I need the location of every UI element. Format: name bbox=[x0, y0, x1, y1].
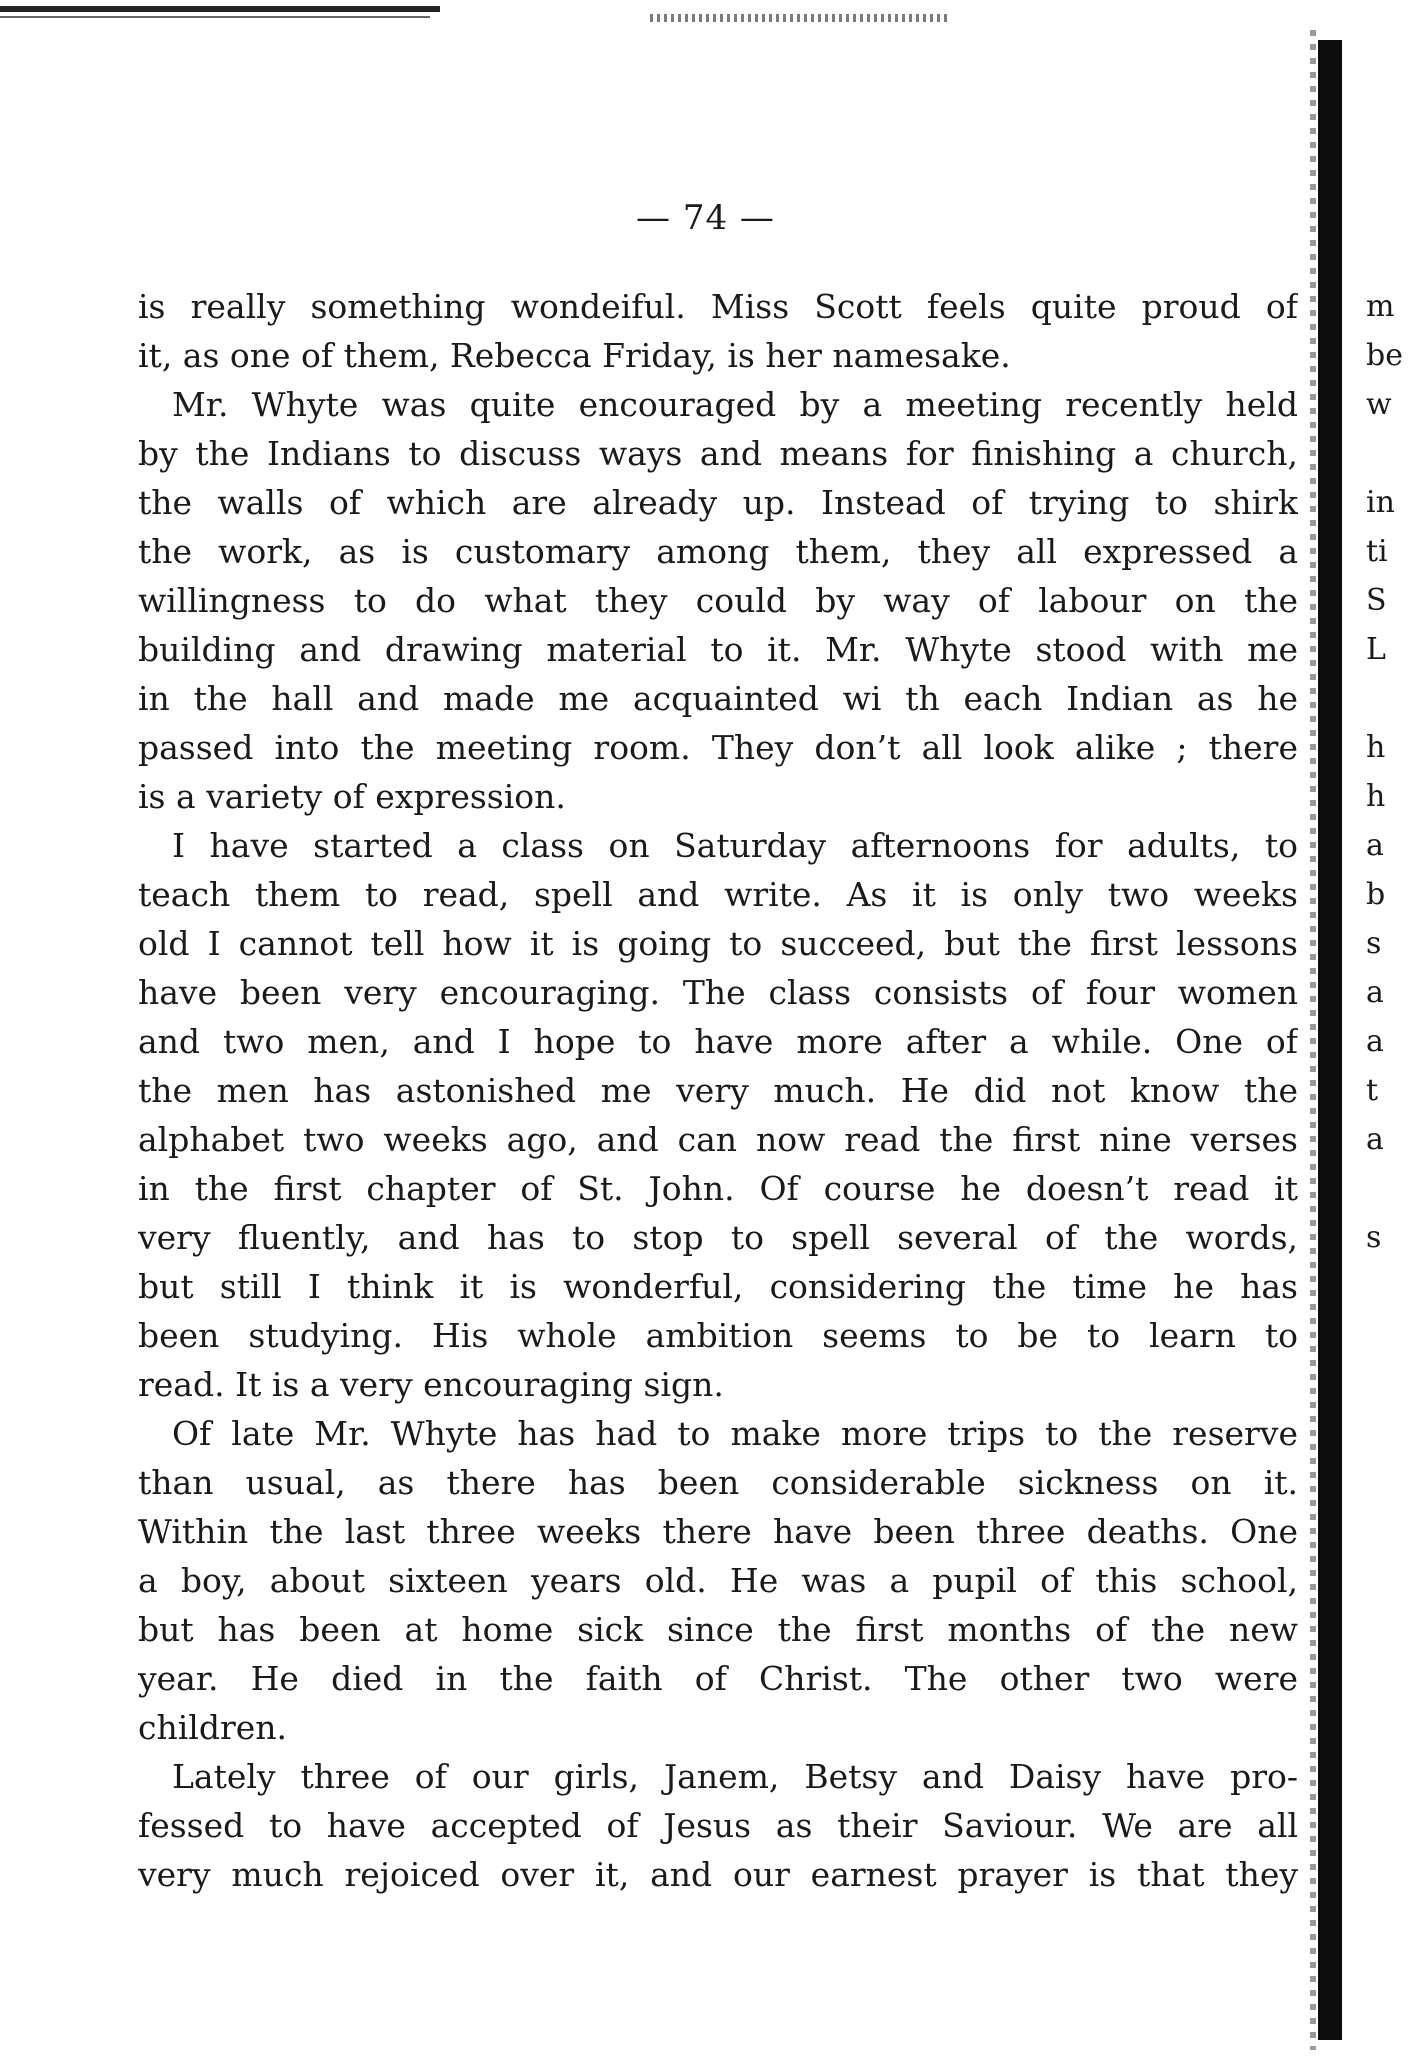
margin-letter: ti bbox=[1366, 534, 1388, 569]
margin-letter: a bbox=[1366, 828, 1384, 863]
text-line: Lately three of our girls, Janem, Betsy and Daisy have pro- bbox=[172, 1757, 1298, 1796]
margin-letter: a bbox=[1366, 1122, 1384, 1157]
text-line: Mr. Whyte was quite encouraged by a meeting recently held bbox=[172, 385, 1298, 424]
text-line: been studying. His whole ambition seems to be to learn to bbox=[138, 1316, 1298, 1355]
text-line: alphabet two weeks ago, and can now read the first nine verses bbox=[138, 1120, 1298, 1159]
margin-letter: h bbox=[1366, 730, 1386, 765]
text-line: a boy, about sixteen years old. He was a pupil of this school, bbox=[138, 1561, 1298, 1600]
text-line: Of late Mr. Whyte has had to make more trips to the reserve bbox=[172, 1414, 1298, 1453]
text-line: it, as one of them, Rebecca Friday, is her namesake. bbox=[138, 336, 1011, 375]
text-line: willingness to do what they could by way of labour on the bbox=[138, 581, 1298, 620]
margin-letter: h bbox=[1366, 779, 1386, 814]
binding-strip bbox=[1318, 40, 1342, 2040]
text-line: very fluently, and has to stop to spell several of the words, bbox=[138, 1218, 1298, 1257]
text-line: by the Indians to discuss ways and means for finishing a church, bbox=[138, 434, 1298, 473]
top-rule-thin bbox=[0, 16, 430, 18]
margin-letter bbox=[1366, 674, 1411, 723]
body-text bbox=[138, 282, 1298, 1899]
binding-edge bbox=[1310, 30, 1316, 2050]
text-line: in the hall and made me acquainted wi th each Indian as he bbox=[138, 679, 1298, 718]
text-line: have been very encouraging. The class consists of four women bbox=[138, 973, 1298, 1012]
text-line: teach them to read, spell and write. As it is only two weeks bbox=[138, 875, 1298, 914]
text-line: is really something wondeiful. Miss Scott feels quite proud of bbox=[138, 287, 1298, 326]
text-line: children. bbox=[138, 1708, 288, 1747]
top-rule bbox=[0, 6, 440, 12]
facing-page-margin bbox=[1366, 282, 1411, 1262]
text-line: read. It is a very encouraging sign. bbox=[138, 1365, 724, 1404]
page-number: — 74 — bbox=[636, 198, 775, 238]
margin-letter: b bbox=[1366, 877, 1386, 912]
text-line: very much rejoiced over it, and our earnest prayer is that they bbox=[138, 1855, 1298, 1894]
margin-letter bbox=[1366, 1164, 1411, 1213]
text-line: than usual, as there has been considerable sickness on it. bbox=[138, 1463, 1298, 1502]
text-line: passed into the meeting room. They don’t all look alike ; there bbox=[138, 728, 1298, 767]
text-line: fessed to have accepted of Jesus as their Saviour. We are all bbox=[138, 1806, 1298, 1845]
margin-letter: t bbox=[1366, 1073, 1379, 1108]
margin-letter: s bbox=[1366, 926, 1382, 961]
margin-letter: S bbox=[1366, 583, 1387, 618]
text-line: old I cannot tell how it is going to succeed, but the first lessons bbox=[138, 924, 1298, 963]
text-line: and two men, and I hope to have more after a while. One of bbox=[138, 1022, 1298, 1061]
margin-letter: be bbox=[1366, 338, 1403, 373]
text-line: is a variety of expression. bbox=[138, 777, 566, 816]
text-line: Within the last three weeks there have been three deaths. One bbox=[138, 1512, 1298, 1551]
text-line: I have started a class on Saturday afternoons for adults, to bbox=[172, 826, 1298, 865]
text-line: the men has astonished me very much. He did not know the bbox=[138, 1071, 1298, 1110]
margin-letter: a bbox=[1366, 1024, 1384, 1059]
text-line: year. He died in the faith of Christ. The other two were bbox=[138, 1659, 1298, 1698]
text-line: the walls of which are already up. Instead of trying to shirk bbox=[138, 483, 1298, 522]
margin-letter: w bbox=[1366, 387, 1392, 422]
margin-letter: in bbox=[1366, 485, 1395, 520]
text-line: in the first chapter of St. John. Of course he doesn’t read it bbox=[138, 1169, 1298, 1208]
text-line: but has been at home sick since the first months of the new bbox=[138, 1610, 1298, 1649]
margin-letter: a bbox=[1366, 975, 1384, 1010]
margin-letter: s bbox=[1366, 1220, 1382, 1255]
margin-letter: L bbox=[1366, 632, 1386, 667]
text-line: the work, as is customary among them, they all expressed a bbox=[138, 532, 1298, 571]
margin-letter bbox=[1366, 429, 1411, 478]
text-line: but still I think it is wonderful, considering the time he has bbox=[138, 1267, 1298, 1306]
print-noise bbox=[650, 14, 950, 22]
margin-letter: m bbox=[1366, 289, 1395, 324]
text-line: building and drawing material to it. Mr. Whyte stood with me bbox=[138, 630, 1298, 669]
